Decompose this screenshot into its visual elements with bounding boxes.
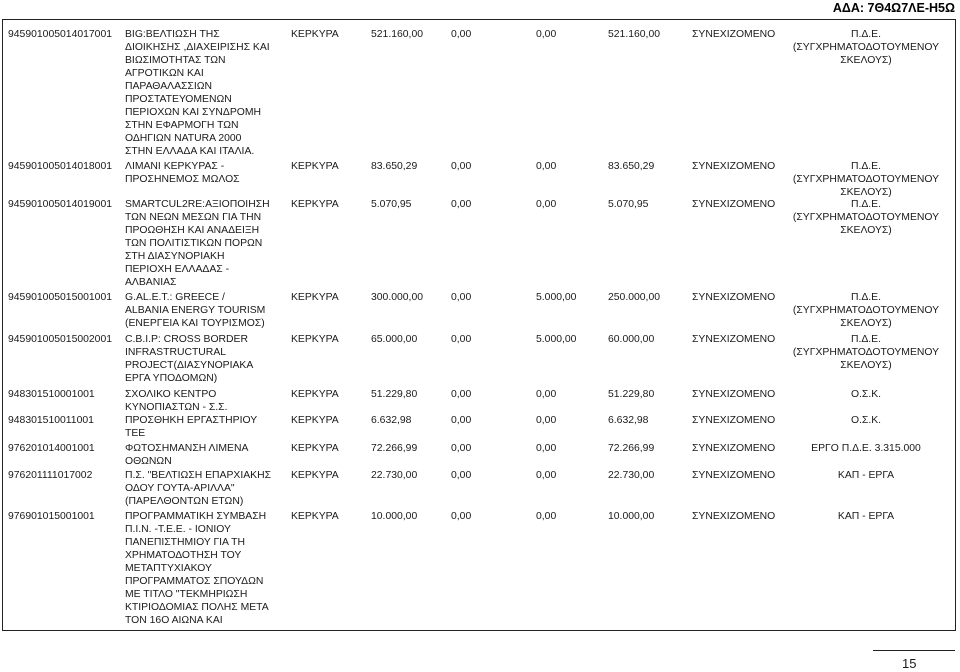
project-description	[125, 510, 269, 627]
project-code: 976201014001001	[8, 443, 95, 454]
project-description	[125, 469, 271, 508]
description-line: ΤΕΕ	[125, 428, 146, 439]
funding-source-line: (ΣΥΓΧΡΗΜΑΤΟΔΟΤΟΥΜΕΝΟΥ	[792, 347, 940, 358]
funding-source	[780, 414, 952, 427]
description-line: ΒΙΩΣΙΜΟΤΗΤΑΣ ΤΩΝ	[125, 55, 226, 66]
footer-rule	[873, 650, 955, 651]
description-line: ΚΤΙΡΙΟΔΟΜΙΑΣ ΠΟΛΗΣ ΜΕΤΑ	[125, 602, 269, 613]
description-line: ΤΩΝ ΠΟΛΙΤΙΣΤΙΚΩΝ ΠΟΡΩΝ	[125, 238, 263, 249]
description-line: ΤΟΝ 16Ο ΑΙΩΝΑ ΚΑΙ	[125, 615, 223, 626]
amount-3: 0,00	[536, 470, 557, 481]
funding-source-line: Ο.Σ.Κ.	[850, 389, 882, 400]
table-row	[0, 198, 960, 289]
project-description	[125, 198, 270, 289]
description-line: ΠΡΟΣΘΗΚΗ ΕΡΓΑΣΤΗΡΙΟΥ	[125, 415, 258, 426]
status-text: ΣΥΝΕΧΙΖΟΜΕΝΟ	[692, 443, 776, 454]
amount-1: 72.266,99	[371, 443, 418, 454]
region-name: ΚΕΡΚΥΡΑ	[291, 334, 339, 345]
description-line: ΣΤΗ ΔΙΑΣΥΝΟΡΙΑΚΗ	[125, 251, 225, 262]
amount-4: 10.000,00	[608, 511, 655, 522]
description-line: ΦΩΤΟΣΗΜΑΝΣΗ ΛΙΜΕΝΑ	[125, 443, 249, 454]
description-line: (ΕΝΕΡΓΕΙΑ ΚΑΙ ΤΟΥΡΙΣΜΟΣ)	[125, 318, 265, 329]
table-row	[0, 469, 960, 508]
description-line: ΟΘΩΝΩΝ	[125, 456, 172, 467]
project-description	[125, 388, 227, 414]
table-row	[0, 510, 960, 627]
amount-3: 0,00	[536, 161, 557, 172]
description-line: INFRASTRUCTURAL	[125, 347, 227, 358]
status-text: ΣΥΝΕΧΙΖΟΜΕΝΟ	[692, 511, 776, 522]
funding-source-line: (ΣΥΓΧΡΗΜΑΤΟΔΟΤΟΥΜΕΝΟΥ	[792, 42, 940, 53]
description-line: G.AL.E.T.: GREECE /	[125, 292, 225, 303]
funding-source-line: ΕΡΓΟ Π.Δ.Ε. 3.315.000	[811, 443, 921, 454]
table-border-top	[2, 19, 956, 20]
description-line: PROJECT(ΔΙΑΣΥΝΟΡΙΑΚΑ	[125, 360, 254, 371]
funding-source-line: Π.Δ.Ε.	[850, 199, 882, 210]
funding-source-line: ΣΚΕΛΟΥΣ)	[840, 360, 892, 371]
description-line: ΔΙΟΙΚΗΣΗΣ ,ΔΙΑΧΕΙΡΙΣΗΣ ΚΑΙ	[125, 42, 270, 53]
funding-source-line: Π.Δ.Ε.	[850, 29, 882, 40]
region-name: ΚΕΡΚΥΡΑ	[291, 161, 339, 172]
funding-source	[780, 198, 952, 237]
amount-3: 5.000,00	[536, 292, 577, 303]
project-description	[125, 333, 253, 385]
table-row	[0, 333, 960, 385]
region-name: ΚΕΡΚΥΡΑ	[291, 470, 339, 481]
description-line: ΠΡΟΓΡΑΜΜΑΤΟΣ ΣΠΟΥΔΩΝ	[125, 576, 264, 587]
status-text: ΣΥΝΕΧΙΖΟΜΕΝΟ	[692, 292, 776, 303]
region-name: ΚΕΡΚΥΡΑ	[291, 29, 339, 40]
project-description	[125, 160, 240, 186]
amount-4: 51.229,80	[608, 389, 655, 400]
amount-4: 5.070,95	[608, 199, 649, 210]
amount-3: 0,00	[536, 29, 557, 40]
status-text: ΣΥΝΕΧΙΖΟΜΕΝΟ	[692, 199, 776, 210]
description-line: ΜΕΤΑΠΤΥΧΙΑΚΟΥ	[125, 563, 212, 574]
description-line: C.B.I.P: CROSS BORDER	[125, 334, 248, 345]
region-name: ΚΕΡΚΥΡΑ	[291, 389, 339, 400]
description-line: ΠΡΟΣΤΑΤΕΥΟΜΕΝΩΝ	[125, 94, 232, 105]
description-line: ΠΡΟΩΘΗΣΗ ΚΑΙ ΑΝΑΔΕΙΞΗ	[125, 225, 260, 236]
funding-source-line: Π.Δ.Ε.	[850, 334, 882, 345]
project-description	[125, 414, 257, 440]
funding-source	[780, 469, 952, 482]
project-code: 948301510001001	[8, 389, 95, 400]
funding-source-line: Π.Δ.Ε.	[850, 292, 882, 303]
project-code: 948301510011001	[8, 415, 94, 426]
funding-source-line: ΣΚΕΛΟΥΣ)	[840, 55, 892, 66]
funding-source	[780, 510, 952, 523]
funding-source	[780, 388, 952, 401]
amount-4: 83.650,29	[608, 161, 655, 172]
funding-source	[780, 442, 952, 455]
amount-4: 250.000,00	[608, 292, 661, 303]
description-line: ΠΕΡΙΟΧΗ ΕΛΛΑΔΑΣ -	[125, 264, 230, 275]
description-line: ΠΡΟΓΡΑΜΜΑΤΙΚΗ ΣΥΜΒΑΣΗ	[125, 511, 267, 522]
funding-source	[780, 291, 952, 330]
status-text: ΣΥΝΕΧΙΖΟΜΕΝΟ	[692, 29, 776, 40]
description-line: ΑΓΡΟΤΙΚΩΝ ΚΑΙ	[125, 68, 204, 79]
project-description	[125, 291, 265, 330]
ada-header: ΑΔΑ: 7Θ4Ω7ΛΕ-Η5Ω	[832, 1, 955, 15]
amount-1: 6.632,98	[371, 415, 412, 426]
amount-3: 0,00	[536, 199, 557, 210]
amount-1: 300.000,00	[371, 292, 424, 303]
amount-4: 72.266,99	[608, 443, 655, 454]
amount-3: 0,00	[536, 443, 557, 454]
amount-1: 521.160,00	[371, 29, 424, 40]
funding-source-line: (ΣΥΓΧΡΗΜΑΤΟΔΟΤΟΥΜΕΝΟΥ	[792, 174, 940, 185]
description-line: SMARTCUL2RE:ΑΞΙΟΠΟΙΗΣΗ	[125, 199, 270, 210]
funding-source-line: Ο.Σ.Κ.	[850, 415, 882, 426]
status-text: ΣΥΝΕΧΙΖΟΜΕΝΟ	[692, 415, 776, 426]
funding-source-line: Π.Δ.Ε.	[850, 161, 882, 172]
description-line: ΧΡΗΜΑΤΟΔΟΤΗΣΗ ΤΟΥ	[125, 550, 242, 561]
page-number: 15	[902, 656, 917, 671]
amount-2: 0,00	[451, 389, 472, 400]
description-line: ALBANIA ENERGY TOURISM	[125, 305, 266, 316]
amount-3: 0,00	[536, 415, 557, 426]
amount-2: 0,00	[451, 415, 472, 426]
description-line: ΕΡΓΑ ΥΠΟΔΟΜΩΝ)	[125, 373, 218, 384]
region-name: ΚΕΡΚΥΡΑ	[291, 415, 339, 426]
description-line: ΚΥΝΟΠΙΑΣΤΩΝ - Σ.Σ.	[125, 402, 228, 413]
description-line: ΜΕ ΤΙΤΛΟ "ΤΕΚΜΗΡΙΩΣΗ	[125, 589, 248, 600]
region-name: ΚΕΡΚΥΡΑ	[291, 511, 339, 522]
project-description	[125, 28, 270, 158]
description-line: ΟΔΗΓΙΩΝ NATURA 2000	[125, 133, 242, 144]
funding-source-line: ΣΚΕΛΟΥΣ)	[840, 318, 892, 329]
amount-1: 51.229,80	[371, 389, 418, 400]
description-line: ΤΩΝ ΝΕΩΝ ΜΕΣΩΝ ΓΙΑ ΤΗΝ	[125, 212, 262, 223]
region-name: ΚΕΡΚΥΡΑ	[291, 443, 339, 454]
table-row	[0, 442, 960, 468]
amount-2: 0,00	[451, 334, 472, 345]
project-code: 945901005014018001	[8, 161, 113, 172]
description-line: ΣΧΟΛΙΚΟ ΚΕΝΤΡΟ	[125, 389, 217, 400]
funding-source-line: ΚΑΠ - ΕΡΓΑ	[837, 511, 895, 522]
description-line: ΠΑΝΕΠΙΣΤΗΜΙΟΥ ΓΙΑ ΤΗ	[125, 537, 245, 548]
description-line: Π.Ι.Ν. -Τ.Ε.Ε. - ΙΟΝΙΟΥ	[125, 524, 231, 535]
status-text: ΣΥΝΕΧΙΖΟΜΕΝΟ	[692, 470, 776, 481]
project-code: 945901005015002001	[8, 334, 113, 345]
funding-source-line: (ΣΥΓΧΡΗΜΑΤΟΔΟΤΟΥΜΕΝΟΥ	[792, 305, 940, 316]
project-description	[125, 442, 248, 468]
amount-2: 0,00	[451, 161, 472, 172]
amount-1: 65.000,00	[371, 334, 418, 345]
description-line: ΣΤΗΝ ΕΛΛΑΔΑ ΚΑΙ ΙΤΑΛΙΑ.	[125, 146, 255, 157]
description-line: ΠΑΡΑΘΑΛΑΣΣΙΩΝ	[125, 81, 213, 92]
description-line: ΑΛΒΑΝΙΑΣ	[125, 277, 177, 288]
project-code: 976201111017002	[8, 470, 93, 481]
status-text: ΣΥΝΕΧΙΖΟΜΕΝΟ	[692, 334, 776, 345]
description-line: (ΠΑΡΕΛΘΟΝΤΩΝ ΕΤΩΝ)	[125, 496, 244, 507]
amount-3: 5.000,00	[536, 334, 577, 345]
amount-1: 83.650,29	[371, 161, 418, 172]
funding-source-line: ΣΚΕΛΟΥΣ)	[840, 225, 892, 236]
amount-2: 0,00	[451, 292, 472, 303]
amount-2: 0,00	[451, 443, 472, 454]
region-name: ΚΕΡΚΥΡΑ	[291, 292, 339, 303]
funding-source	[780, 333, 952, 372]
table-row	[0, 388, 960, 414]
project-code: 976901015001001	[8, 511, 95, 522]
project-code: 945901005015001001	[8, 292, 113, 303]
description-line: ΠΕΡΙΟΧΩΝ ΚΑΙ ΣΥΝΔΡΟΜΗ	[125, 107, 262, 118]
table-row	[0, 291, 960, 330]
amount-2: 0,00	[451, 470, 472, 481]
table-row	[0, 28, 960, 158]
status-text: ΣΥΝΕΧΙΖΟΜΕΝΟ	[692, 389, 776, 400]
funding-source-line: ΚΑΠ - ΕΡΓΑ	[837, 470, 895, 481]
amount-1: 22.730,00	[371, 470, 418, 481]
project-code: 945901005014019001	[8, 199, 113, 210]
description-line: BIG:ΒΕΛΤΙΩΣΗ ΤΗΣ	[125, 29, 220, 40]
description-line: ΛΙΜΑΝΙ ΚΕΡΚΥΡΑΣ -	[125, 161, 225, 172]
description-line: Π.Σ. "ΒΕΛΤΙΩΣΗ ΕΠΑΡΧΙΑΚΗΣ	[125, 470, 272, 481]
status-text: ΣΥΝΕΧΙΖΟΜΕΝΟ	[692, 161, 776, 172]
description-line: ΣΤΗΝ ΕΦΑΡΜΟΓΗ ΤΩΝ	[125, 120, 239, 131]
amount-1: 5.070,95	[371, 199, 412, 210]
funding-source-line: (ΣΥΓΧΡΗΜΑΤΟΔΟΤΟΥΜΕΝΟΥ	[792, 212, 940, 223]
table-row	[0, 414, 960, 440]
amount-4: 60.000,00	[608, 334, 655, 345]
amount-2: 0,00	[451, 511, 472, 522]
amount-4: 521.160,00	[608, 29, 661, 40]
amount-3: 0,00	[536, 389, 557, 400]
table-row	[0, 160, 960, 199]
funding-source	[780, 160, 952, 199]
amount-4: 6.632,98	[608, 415, 649, 426]
funding-source-line: ΣΚΕΛΟΥΣ)	[840, 187, 892, 198]
description-line: ΠΡΟΣΗΝΕΜΟΣ ΜΩΛΟΣ	[125, 174, 240, 185]
project-code: 945901005014017001	[8, 29, 113, 40]
amount-3: 0,00	[536, 511, 557, 522]
amount-1: 10.000,00	[371, 511, 418, 522]
amount-4: 22.730,00	[608, 470, 655, 481]
description-line: ΟΔΟΥ ΓΟΥΤΑ-ΑΡΙΛΛΑ"	[125, 483, 235, 494]
table-border-bottom	[2, 630, 956, 631]
amount-2: 0,00	[451, 29, 472, 40]
region-name: ΚΕΡΚΥΡΑ	[291, 199, 339, 210]
funding-source	[780, 28, 952, 67]
amount-2: 0,00	[451, 199, 472, 210]
